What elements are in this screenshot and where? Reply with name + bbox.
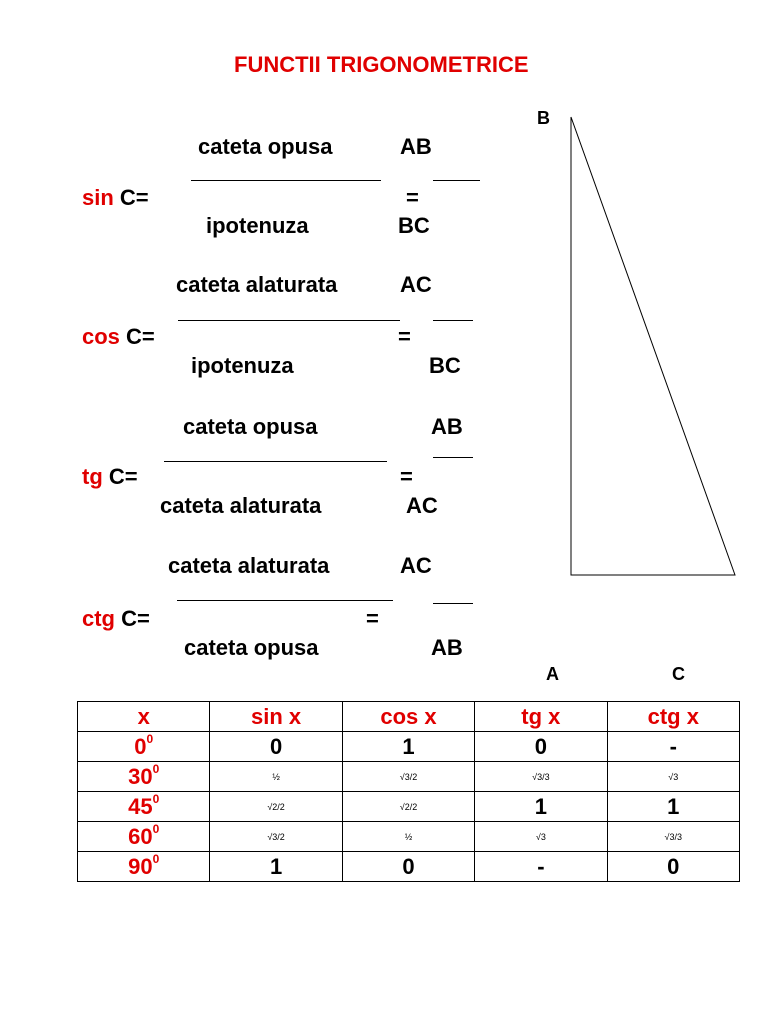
sin-value: 0	[210, 732, 342, 762]
cos-numerator-words: cateta alaturata	[176, 272, 338, 297]
tg-denominator-segment: AC	[406, 493, 438, 518]
angle-cell: $60^0$	[78, 822, 210, 852]
sin-value: √3/2	[210, 822, 342, 852]
angle-cell: $45^0$	[78, 792, 210, 822]
right-triangle-diagram	[560, 105, 750, 585]
sin-equals: =	[406, 185, 419, 210]
tg-value: √3	[475, 822, 607, 852]
sin-numerator-segment: AB	[400, 134, 432, 159]
cos-value: √2/2	[342, 792, 474, 822]
header-cos: cos x	[342, 702, 474, 732]
ctg-fraction-bar	[177, 600, 393, 601]
vertex-label-b: B	[537, 108, 550, 128]
sin-lhs: sin C=	[82, 185, 149, 210]
table-row	[78, 762, 740, 792]
sin-value: 1	[210, 852, 342, 882]
cos-denominator-words: ipotenuza	[191, 353, 294, 378]
trig-values-table	[77, 701, 740, 882]
ctg-denominator-segment: AB	[431, 635, 463, 660]
header-x: x	[78, 702, 210, 732]
ctg-numerator-words: cateta alaturata	[168, 553, 330, 578]
cos-numerator-segment: AC	[400, 272, 432, 297]
sin-denominator-segment: BC	[398, 213, 430, 238]
cos-value: 1	[342, 732, 474, 762]
sin-value: √2/2	[210, 792, 342, 822]
tg-numerator-segment: AB	[431, 414, 463, 439]
table-header-row	[78, 702, 740, 732]
vertex-label-c: C	[672, 664, 685, 684]
header-ctg: ctg x	[607, 702, 739, 732]
sin-denominator-words: ipotenuza	[206, 213, 309, 238]
cos-value: ½	[342, 822, 474, 852]
ctg-segment-bar	[433, 603, 473, 604]
sin-numerator-words: cateta opusa	[198, 134, 333, 159]
tg-numerator-words: cateta opusa	[183, 414, 318, 439]
tg-equals: =	[400, 464, 413, 489]
angle-cell: $90^0$	[78, 852, 210, 882]
sin-value: ½	[210, 762, 342, 792]
table-row	[78, 822, 740, 852]
ctg-value: √3	[607, 762, 739, 792]
sin-fraction-bar	[191, 180, 381, 181]
cos-value: 0	[342, 852, 474, 882]
cos-denominator-segment: BC	[429, 353, 461, 378]
table-row	[78, 732, 740, 762]
triangle-outline	[571, 117, 735, 575]
ctg-denominator-words: cateta opusa	[184, 635, 319, 660]
sin-segment-bar	[433, 180, 480, 181]
ctg-value: 1	[607, 792, 739, 822]
ctg-value: 0	[607, 852, 739, 882]
ctg-equals: =	[366, 606, 379, 631]
header-tg: tg x	[475, 702, 607, 732]
tg-value: 1	[475, 792, 607, 822]
page-title: FUNCTII TRIGONOMETRICE	[234, 52, 529, 77]
angle-cell: $30^0$	[78, 762, 210, 792]
vertex-label-a: A	[546, 664, 559, 684]
cos-value: √3/2	[342, 762, 474, 792]
cos-equals: =	[398, 324, 411, 349]
table-row	[78, 792, 740, 822]
cos-segment-bar	[433, 320, 473, 321]
tg-value: √3/3	[475, 762, 607, 792]
table-row	[78, 852, 740, 882]
tg-denominator-words: cateta alaturata	[160, 493, 322, 518]
angle-cell: $0^0$	[78, 732, 210, 762]
ctg-numerator-segment: AC	[400, 553, 432, 578]
cos-fraction-bar	[178, 320, 400, 321]
tg-fraction-bar	[164, 461, 387, 462]
tg-lhs: tg C=	[82, 464, 138, 489]
tg-segment-bar	[433, 457, 473, 458]
ctg-value: √3/3	[607, 822, 739, 852]
header-sin: sin x	[210, 702, 342, 732]
tg-value: -	[475, 852, 607, 882]
tg-value: 0	[475, 732, 607, 762]
cos-lhs: cos C=	[82, 324, 155, 349]
ctg-value: -	[607, 732, 739, 762]
ctg-lhs: ctg C=	[82, 606, 150, 631]
